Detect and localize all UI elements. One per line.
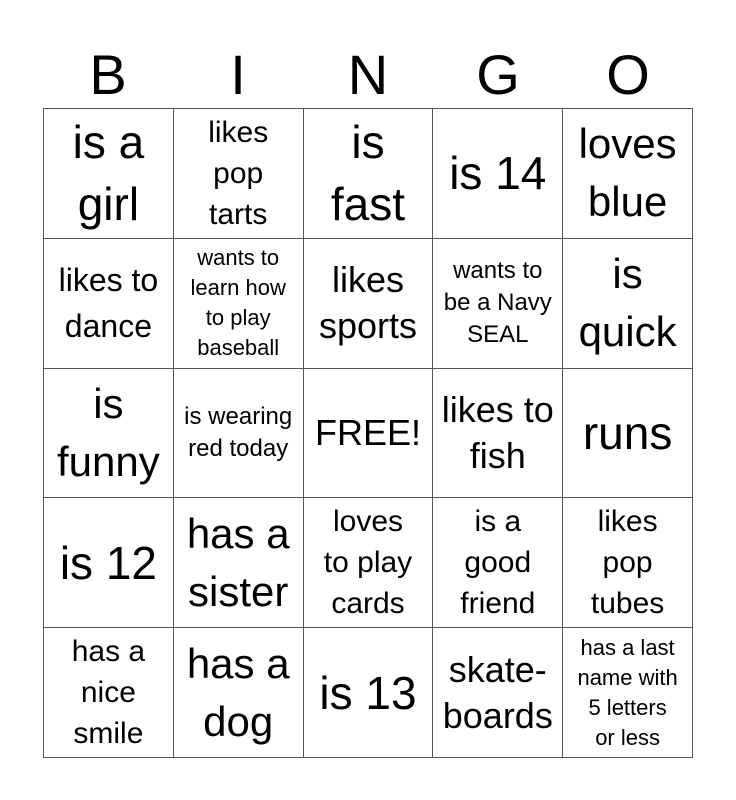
bingo-cell-text: skate- boards — [442, 648, 553, 736]
free-space-text: FREE! — [314, 411, 421, 453]
bingo-cell[interactable] — [563, 628, 693, 758]
bingo-cell[interactable] — [44, 109, 174, 239]
bingo-cell[interactable] — [563, 109, 693, 239]
bingo-cell-text: is 12 — [59, 536, 157, 589]
bingo-cell[interactable] — [44, 628, 174, 758]
bingo-cell-text: has a last name with 5 letters or less — [577, 634, 678, 750]
free-space-cell[interactable] — [304, 369, 434, 499]
bingo-cell-text: is 14 — [449, 147, 547, 200]
bingo-cell[interactable] — [174, 628, 304, 758]
bingo-cell-text: likes to dance — [58, 262, 159, 345]
bingo-cell-text: likes pop tarts — [208, 115, 269, 231]
bingo-cell[interactable] — [174, 239, 304, 369]
bingo-cell-text: is a good friend — [460, 505, 536, 621]
bingo-cell-text: is a girl — [72, 116, 145, 231]
bingo-cell-text: has a nice smile — [71, 635, 146, 751]
bingo-cell[interactable] — [433, 109, 563, 239]
header-letter-b: B — [89, 43, 127, 106]
bingo-cell[interactable] — [304, 109, 434, 239]
bingo-cell[interactable] — [304, 498, 434, 628]
bingo-header — [43, 42, 693, 108]
header-letter-g: G — [476, 43, 520, 106]
bingo-cell-text: wants to learn how to play baseball — [190, 245, 286, 361]
bingo-cell[interactable] — [44, 369, 174, 499]
bingo-cell[interactable] — [174, 369, 304, 499]
bingo-card-grid — [43, 108, 693, 758]
bingo-cell-text: is 13 — [319, 666, 417, 719]
bingo-cell[interactable] — [433, 628, 563, 758]
bingo-cell-text: is wearing red today — [184, 402, 293, 462]
header-letter-n: N — [347, 43, 389, 106]
bingo-cell[interactable] — [563, 498, 693, 628]
header-letter-o: O — [606, 43, 650, 106]
bingo-cell-text: likes to fish — [441, 388, 554, 476]
bingo-cell-text: is funny — [57, 379, 160, 485]
bingo-cell[interactable] — [44, 498, 174, 628]
bingo-cell-text: is fast — [330, 116, 406, 231]
bingo-cell-text: has a dog — [186, 639, 290, 745]
bingo-cell[interactable] — [433, 498, 563, 628]
bingo-cell-text: wants to be a Navy SEAL — [443, 257, 552, 349]
bingo-cell-text: has a sister — [186, 509, 290, 615]
header-letter-i: I — [230, 43, 246, 106]
bingo-cell[interactable] — [563, 239, 693, 369]
bingo-cell-text: is quick — [578, 250, 677, 356]
bingo-cell[interactable] — [563, 369, 693, 499]
bingo-cell[interactable] — [433, 369, 563, 499]
bingo-cell[interactable] — [304, 628, 434, 758]
bingo-cell[interactable] — [304, 239, 434, 369]
bingo-cell-text: loves to play cards — [323, 505, 413, 621]
bingo-cell[interactable] — [44, 239, 174, 369]
bingo-cell[interactable] — [433, 239, 563, 369]
bingo-cell-text: likes sports — [318, 259, 418, 347]
bingo-cell-text: likes pop tubes — [590, 505, 665, 621]
bingo-cell[interactable] — [174, 109, 304, 239]
bingo-cell[interactable] — [174, 498, 304, 628]
bingo-cell-text: loves blue — [578, 120, 677, 226]
bingo-cell-text: runs — [582, 406, 673, 459]
